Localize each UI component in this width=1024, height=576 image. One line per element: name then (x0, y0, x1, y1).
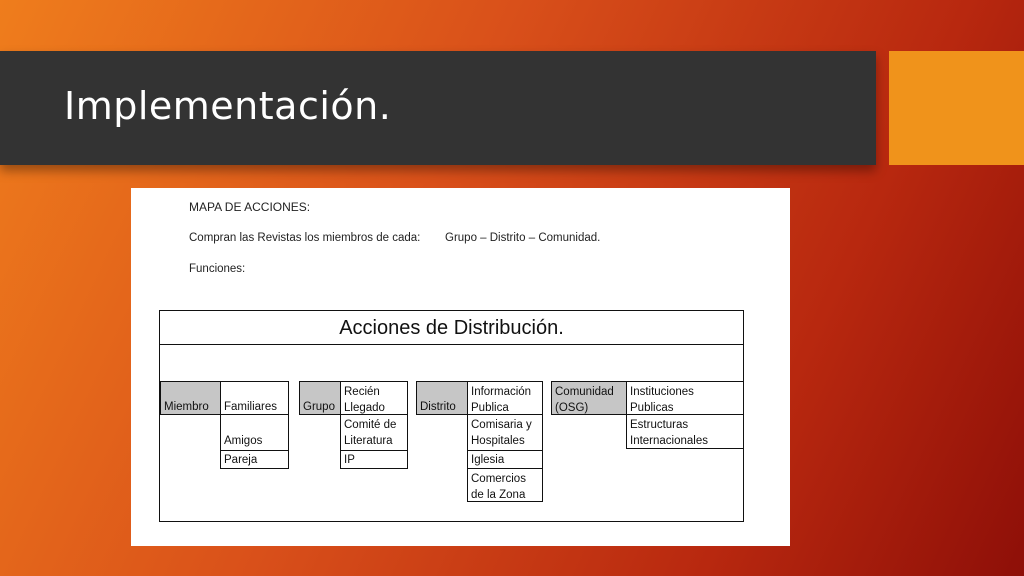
miembro-item-pareja: Pareja (220, 450, 289, 469)
title-divider (160, 344, 743, 345)
grupo-item-comite: Comité de Literatura (340, 414, 408, 451)
comunidad-item-estructuras: Estructuras Internacionales (626, 414, 744, 449)
miembro-item-familiares: Familiares (220, 381, 289, 415)
distrito-item-iglesia: Iglesia (467, 450, 543, 469)
miembro-item-amigos: Amigos (220, 414, 289, 451)
comunidad-label: Comunidad (OSG) (551, 381, 627, 415)
distrito-item-comercios: Comercios de la Zona (467, 468, 543, 502)
doc-heading: MAPA DE ACCIONES: (189, 200, 311, 214)
slide-title: Implementación. (64, 84, 392, 128)
table-title: Acciones de Distribución. (339, 317, 564, 339)
grupo-item-recien-llegado: Recién Llegado (340, 381, 408, 415)
functions-label: Funciones: (189, 263, 246, 275)
document-image (131, 188, 790, 546)
comunidad-item-instituciones: Instituciones Publicas (626, 381, 744, 415)
doc-line-right: Grupo – Distrito – Comunidad. (445, 232, 601, 244)
grupo-item-ip: IP (340, 450, 408, 469)
doc-line-left: Compran las Revistas los miembros de cada: (189, 232, 421, 244)
miembro-label: Miembro (160, 381, 221, 415)
grupo-label: Grupo (299, 381, 341, 415)
distrito-item-informacion: Información Publica (467, 381, 543, 415)
distrito-label: Distrito (416, 381, 468, 415)
distrito-item-comisaria: Comisaria y Hospitales (467, 414, 543, 451)
accent-square (889, 51, 1024, 165)
